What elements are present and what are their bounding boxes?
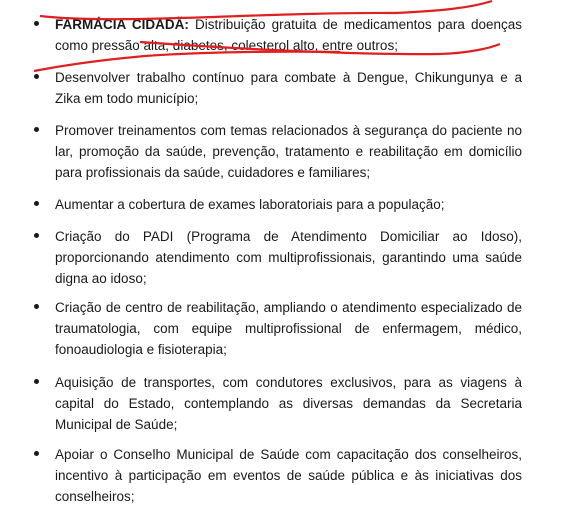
list-item-lead: FARMÁCIA CIDADÃ: xyxy=(55,17,189,32)
list-item-text: Criação de centro de reabilitação, ampliando o atendimento especializado de traumatologia, com equipe multiprofissional de enfermagem, médico, fonoaudiologia e fisioterapia; xyxy=(55,300,522,357)
bullet-icon xyxy=(34,21,39,26)
list-item-text: Aumentar a cobertura de exames laboratoriais para a população; xyxy=(55,197,445,212)
bullet-icon xyxy=(34,127,39,132)
bullet-icon xyxy=(34,74,39,79)
bullet-icon xyxy=(34,451,39,456)
bullet-icon xyxy=(34,233,39,238)
list-item-text xyxy=(55,14,522,56)
bullet-icon xyxy=(34,201,39,206)
list-item-body: Distribuição gratuita de medicamentos para doenças como pressão alta, diabetes, colesterol alto, entre outros; xyxy=(55,17,522,53)
list-item-text: Aquisição de transportes, com condutores exclusivos, para as viagens à capital do Estado, contemplando as diversas demandas da Secretaria Municipal de Saúde; xyxy=(55,375,522,432)
list-item-text: Desenvolver trabalho contínuo para combate à Dengue, Chikungunya e a Zika em todo município; xyxy=(55,70,522,106)
list-item-text: Apoiar o Conselho Municipal de Saúde com capacitação dos conselheiros, incentivo à participação em eventos de saúde pública e às iniciativas dos conselheiros; xyxy=(55,447,522,504)
list-item-text: Criação do PADI (Programa de Atendimento Domiciliar ao Idoso), proporcionando atendimento com multiprofissionais, garantindo uma saúde digna ao idoso; xyxy=(55,229,522,286)
bullet-icon xyxy=(34,304,39,309)
list-item-text: Promover treinamentos com temas relacionados à segurança do paciente no lar, promoção da saúde, prevenção, tratamento e reabilitação em domicílio para profissionais da saúde, cuidadores e familiares; xyxy=(55,123,522,180)
bullet-icon xyxy=(34,379,39,384)
